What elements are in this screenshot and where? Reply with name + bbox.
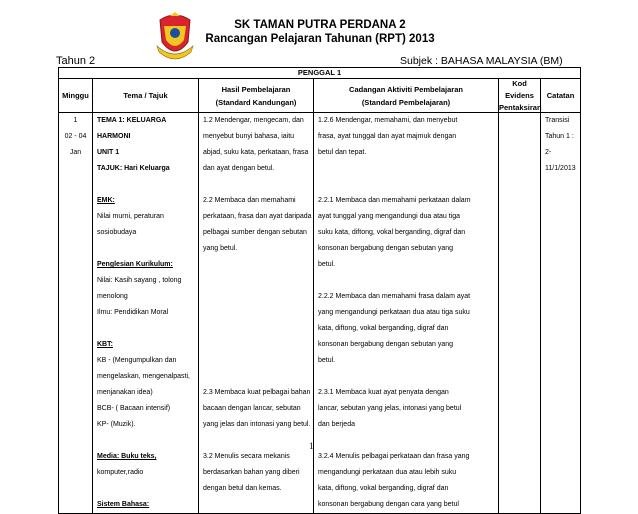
- hasil-line: [199, 337, 313, 353]
- header-kod-line1: Kod: [512, 79, 527, 88]
- tahun-label: Tahun 2: [56, 55, 96, 67]
- tema-line: mengelaskan, mengenalpasti,: [97, 373, 191, 380]
- kod-evidens-cell: [499, 113, 541, 514]
- hasil-line: [199, 257, 313, 273]
- aktiviti-line: konsonan bergabung dengan sebutan yang: [318, 341, 454, 348]
- school-name: SK TAMAN PUTRA PERDANA 2: [234, 19, 406, 31]
- hasil-line: abjad, suku kata, perkataan, frasa: [203, 149, 309, 156]
- header-hasil-line1: Hasil Pembelajaran: [221, 84, 291, 94]
- aktiviti-line: dan berjeda: [318, 421, 355, 428]
- tema-line: KB - (Mengumpulkan dan: [97, 357, 177, 364]
- aktiviti-line: [314, 273, 498, 289]
- aktiviti-line: betul.: [318, 261, 336, 268]
- tema-line: menolong: [97, 293, 128, 300]
- tema-line: KBT:: [97, 341, 113, 348]
- aktiviti-line: frasa, ayat tunggal dan ayat majmuk dengan: [318, 133, 457, 140]
- tema-line: Nilai: Kasih sayang , tolong: [97, 277, 182, 284]
- minggu-line: 1: [73, 117, 78, 124]
- tema-line: HARMONI: [97, 133, 131, 140]
- subjek-label: Subjek : BAHASA MALAYSIA (BM): [400, 55, 563, 67]
- hasil-line: dan ayat dengan betul.: [203, 165, 275, 172]
- tema-line: TEMA 1: KELUARGA: [97, 117, 167, 124]
- aktiviti-line: 2.2.2 Membaca dan memahami frasa dalam ayat: [318, 293, 471, 300]
- header-kod: [499, 79, 541, 113]
- aktiviti-line: 2.2.1 Membaca dan memahami perkataan dalam: [318, 197, 471, 204]
- header-hasil-line2: (Standard Kandungan): [215, 97, 297, 107]
- hasil-line: [199, 353, 313, 369]
- header-catatan: Catatan: [541, 79, 581, 113]
- aktiviti-line: [314, 161, 498, 177]
- hasil-line: [199, 497, 313, 513]
- tema-line: Sistem Bahasa:: [97, 501, 150, 508]
- hasil-line: pelbagai sumber dengan sebutan: [203, 229, 307, 236]
- hasil-cell: [199, 113, 314, 514]
- catatan-line: Transisi: [545, 117, 570, 124]
- hasil-line: 3.2 Menulis secara mekanis: [203, 453, 290, 460]
- aktiviti-line: yang mengandungi perkataan dua atau tiga suku: [318, 309, 470, 316]
- header-aktiviti-line2: (Standard Pembelajaran): [361, 97, 451, 107]
- tema-line: sosiobudaya: [97, 229, 137, 236]
- aktiviti-line: [314, 433, 498, 449]
- header-kod-line3: Pentaksiran: [499, 103, 542, 112]
- tema-line: komputer,radio: [97, 469, 144, 476]
- catatan-line: 2-: [545, 149, 552, 156]
- header-tema: Tema / Tajuk: [93, 79, 199, 113]
- minggu-cell: [59, 113, 93, 514]
- tema-line: [93, 177, 198, 193]
- catatan-line: Tahun 1 :: [545, 133, 574, 140]
- aktiviti-line: 1.2.6 Mendengar, memahami, dan menyebut: [318, 117, 458, 124]
- plan-title: Rancangan Pelajaran Tahunan (RPT) 2013: [205, 33, 435, 45]
- aktiviti-line: 3.2.4 Menulis pelbagai perkataan dan frasa yang: [318, 453, 470, 460]
- tema-line: Ilmu: Pendidikan Moral: [97, 309, 169, 316]
- header-aktiviti: [314, 79, 499, 113]
- hasil-line: 2.3 Membaca kuat pelbagai bahan: [203, 389, 311, 396]
- aktiviti-line: suku kata, diftong, vokal berganding, digraf dan: [318, 229, 466, 236]
- aktiviti-line: betul.: [318, 357, 336, 364]
- hasil-line: bacaan dengan lancar, sebutan: [203, 405, 301, 412]
- tema-line: [93, 241, 198, 257]
- header-minggu: Minggu: [59, 79, 93, 113]
- aktiviti-line: kata, diftong, vokal berganding, digraf dan: [318, 485, 449, 492]
- hasil-line: [199, 433, 313, 449]
- aktiviti-line: konsonan bergabung dengan cara yang betul: [318, 501, 459, 508]
- aktiviti-line: [314, 369, 498, 385]
- hasil-line: [199, 289, 313, 305]
- aktiviti-line: lancar, sebutan yang jelas, intonasi yang betul: [318, 405, 462, 412]
- aktiviti-line: mengandungi perkataan dua atau lebih suku: [318, 469, 457, 476]
- hasil-line: [199, 369, 313, 385]
- header-aktiviti-line1: Cadangan Aktiviti Pembelajaran: [349, 84, 463, 94]
- hasil-line: dengan betul dan kemas.: [203, 485, 282, 492]
- aktiviti-line: ayat tunggal yang mengandungi dua atau tiga: [318, 213, 461, 220]
- hasil-line: menyebut bunyi bahasa, iaitu: [203, 133, 295, 140]
- minggu-line: Jan: [69, 149, 82, 156]
- catatan-cell: [541, 113, 581, 514]
- penggal-header: PENGGAL 1: [59, 68, 581, 79]
- aktiviti-line: betul dan tepat.: [318, 149, 367, 156]
- aktiviti-line: konsonan bergabung dengan sebutan yang: [318, 245, 454, 252]
- hasil-line: yang betul.: [203, 245, 238, 252]
- tema-line: KP- (Muzik).: [97, 421, 136, 428]
- tema-line: [93, 481, 198, 497]
- hasil-line: yang jelas dan intonasi yang betul.: [203, 421, 311, 428]
- aktiviti-cell: [314, 113, 499, 514]
- header-hasil: [199, 79, 314, 113]
- tema-line: Nilai murni, peraturan: [97, 213, 164, 220]
- tema-line: EMK:: [97, 197, 115, 204]
- tema-line: UNIT 1: [97, 149, 120, 156]
- hasil-line: 2.2 Membaca dan memahami: [203, 197, 296, 204]
- aktiviti-line: kata, diftong, vokal berganding, digraf dan: [318, 325, 449, 332]
- minggu-line: 02 - 04: [64, 133, 87, 140]
- page-number: 1: [309, 441, 314, 451]
- hasil-line: [199, 321, 313, 337]
- hasil-line: [199, 273, 313, 289]
- hasil-line: [199, 305, 313, 321]
- aktiviti-line: 2.3.1 Membaca kuat ayat penyata dengan: [318, 389, 449, 396]
- aktiviti-line: [314, 177, 498, 193]
- tema-line: Media: Buku teks,: [97, 453, 157, 460]
- tema-line: [93, 321, 198, 337]
- catatan-line: 11/1/2013: [545, 165, 576, 172]
- tema-line: [93, 433, 198, 449]
- hasil-line: 1.2 Mendengar, mengecam, dan: [203, 117, 304, 124]
- hasil-line: perkataan, frasa dan ayat daripada: [203, 213, 312, 220]
- tema-cell: [93, 113, 199, 514]
- tema-line: BCB- ( Bacaan intensif): [97, 405, 171, 412]
- header-kod-line2: Evidens: [505, 91, 534, 100]
- rpt-table: [58, 67, 581, 514]
- tema-line: Penglesian Kurikulum:: [97, 261, 173, 268]
- tema-line: menjanakan idea): [97, 389, 153, 396]
- tema-line: TAJUK: Hari Keluarga: [97, 165, 170, 172]
- hasil-line: berdasarkan bahan yang diberi: [203, 469, 300, 476]
- hasil-line: [199, 177, 313, 193]
